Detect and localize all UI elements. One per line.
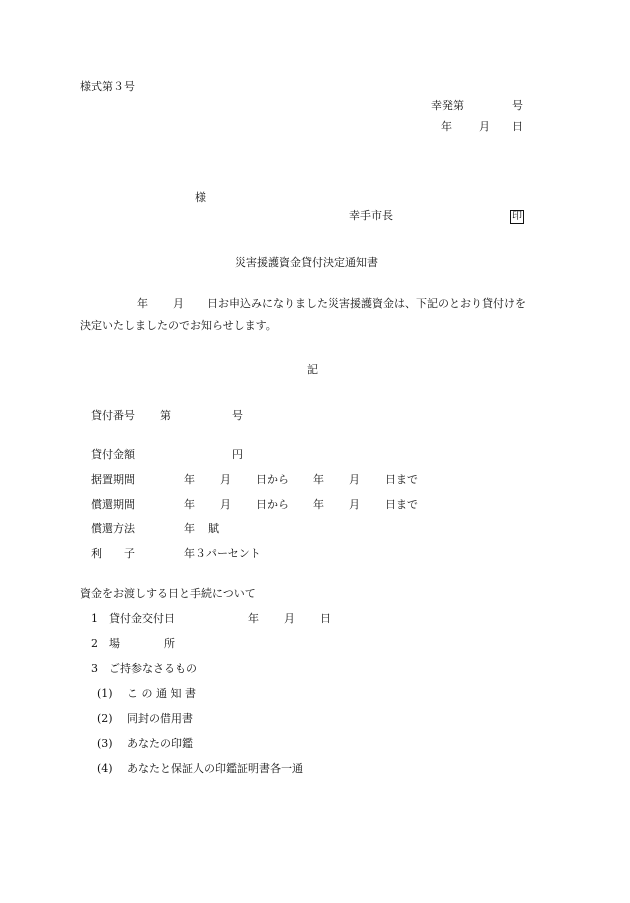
- loan-amount-label: 貸付金額: [91, 448, 135, 461]
- bring-item-4-number: (4): [97, 762, 113, 775]
- seal-mark-text: 印: [512, 211, 522, 222]
- handover-item3-label: ご持参なさるもの: [109, 662, 197, 675]
- bring-item-1-number: (1): [97, 687, 113, 700]
- handover-item2-label: 場 所: [109, 637, 175, 650]
- repayment-period-until: 日まで: [385, 498, 418, 511]
- header-date-year: 年: [441, 120, 452, 133]
- repayment-period-year2: 年: [313, 498, 324, 511]
- repayment-period-label: 償還期間: [91, 498, 135, 511]
- repayment-period-month2: 月: [349, 498, 360, 511]
- loan-number-prefix: 第: [160, 409, 171, 422]
- loan-number-label: 貸付番号: [91, 409, 135, 422]
- bring-item-3-number: (3): [97, 737, 113, 750]
- handover-item1-day: 日: [320, 612, 331, 625]
- reference-prefix: 幸発第: [431, 99, 464, 112]
- deferment-label: 据置期間: [91, 473, 135, 486]
- ki-mark: 記: [307, 363, 318, 376]
- handover-item3-number: 3: [91, 662, 98, 675]
- deferment-month2: 月: [349, 473, 360, 486]
- bring-item-1-text: こ の 通 知 書: [127, 687, 196, 700]
- repayment-method-label: 償還方法: [91, 522, 135, 535]
- form-number: 様式第３号: [80, 80, 135, 93]
- deferment-year2: 年: [313, 473, 324, 486]
- header-date-day: 日: [512, 120, 523, 133]
- body-line1: 日お申込みになりました災害援護資金は、下記のとおり貸付けを: [207, 297, 526, 310]
- recipient-suffix: 様: [195, 191, 206, 204]
- header-date-month: 月: [479, 120, 490, 133]
- reference-suffix: 号: [512, 99, 523, 112]
- interest-label: 利 子: [91, 547, 135, 560]
- body-year: 年: [137, 297, 148, 310]
- loan-amount-unit: 円: [232, 448, 243, 461]
- handover-item1-label: 貸付金交付日: [109, 612, 175, 625]
- bring-item-2-text: 同封の借用書: [127, 712, 193, 725]
- bring-item-4-text: あなたと保証人の印鑑証明書各一通: [127, 762, 303, 775]
- body-line2: 決定いたしましたのでお知らせします。: [80, 319, 277, 332]
- sender-title: 幸手市長: [349, 209, 393, 222]
- body-month: 月: [173, 297, 184, 310]
- deferment-from: 日から: [256, 473, 289, 486]
- document-title: 災害援護資金貸付決定通知書: [235, 256, 378, 269]
- bring-item-3-text: あなたの印鑑: [127, 737, 193, 750]
- repayment-period-year1: 年: [184, 498, 195, 511]
- deferment-year1: 年: [184, 473, 195, 486]
- handover-item1-number: 1: [91, 612, 98, 625]
- repayment-period-from: 日から: [256, 498, 289, 511]
- repayment-period-month1: 月: [220, 498, 231, 511]
- seal-mark: [510, 209, 524, 224]
- repayment-method-installment: 賦: [208, 522, 219, 535]
- loan-number-suffix: 号: [232, 409, 243, 422]
- handover-item1-month: 月: [284, 612, 295, 625]
- bring-item-2-number: (2): [97, 712, 113, 725]
- deferment-month1: 月: [220, 473, 231, 486]
- handover-heading: 資金をお渡しする日と手続について: [80, 587, 256, 600]
- handover-item2-number: 2: [91, 637, 98, 650]
- interest-value: 年３パーセント: [184, 547, 261, 560]
- deferment-until: 日まで: [385, 473, 418, 486]
- repayment-method-year: 年: [184, 522, 195, 535]
- handover-item1-year: 年: [248, 612, 259, 625]
